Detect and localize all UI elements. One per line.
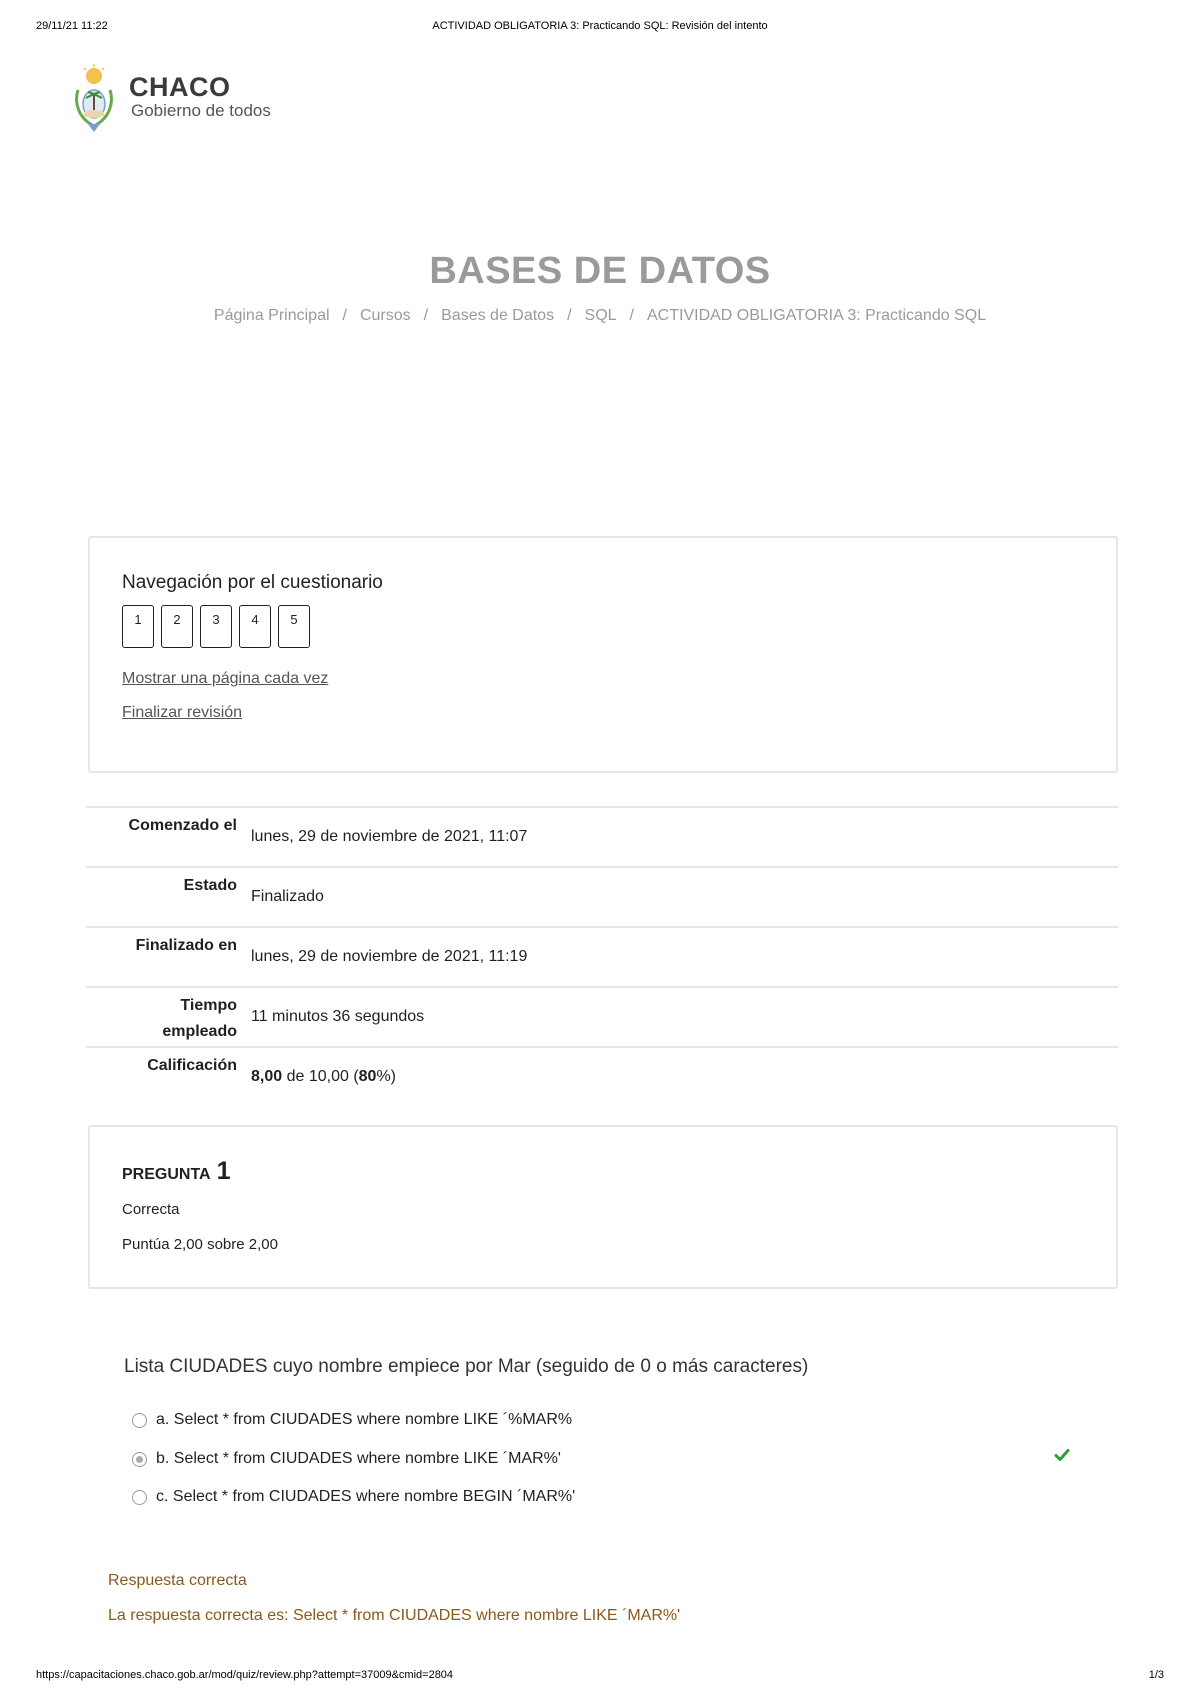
logo-tagline: Gobierno de todos: [131, 101, 271, 120]
time-value: 11 minutos 36 segundos: [251, 1008, 425, 1025]
summary-row-grade: [86, 1046, 1118, 1096]
grade-percent: 80: [358, 1068, 377, 1085]
breadcrumb-separator: /: [423, 307, 429, 324]
radio-button-selected[interactable]: [132, 1452, 147, 1467]
radio-button[interactable]: [132, 1413, 147, 1428]
question-info-block: [88, 1125, 1118, 1289]
answer-label: a. Select * from CIUDADES where nombre LIKE ´%MAR%: [156, 1411, 573, 1428]
answer-option-b[interactable]: [132, 1450, 561, 1468]
grade-percent-sign: %): [376, 1068, 396, 1085]
site-logo[interactable]: [70, 62, 330, 134]
question-state: Correcta: [122, 1201, 180, 1218]
radio-button[interactable]: [132, 1490, 147, 1505]
summary-row-started: [86, 806, 1118, 866]
question-nav-button-3[interactable]: 3: [200, 605, 232, 648]
started-value: lunes, 29 de noviembre de 2021, 11:07: [251, 828, 528, 845]
answer-label: b. Select * from CIUDADES where nombre LIKE ´MAR%': [156, 1450, 561, 1467]
quiz-navigation-block: [88, 536, 1118, 773]
breadcrumb-section[interactable]: SQL: [584, 307, 617, 324]
show-one-page-link[interactable]: Mostrar una página cada vez: [122, 670, 329, 687]
grade-score: 8,00: [251, 1068, 283, 1085]
feedback-title: Respuesta correcta: [108, 1572, 247, 1589]
summary-row-state: [86, 866, 1118, 926]
question-label: PREGUNTA: [122, 1166, 211, 1183]
state-label: Estado: [183, 877, 237, 894]
answer-option-c[interactable]: [132, 1488, 575, 1506]
breadcrumb-activity[interactable]: ACTIVIDAD OBLIGATORIA 3: Practicando SQL: [647, 307, 987, 324]
print-header: [36, 20, 1164, 38]
answer-label: c. Select * from CIUDADES where nombre BEGIN ´MAR%': [156, 1488, 576, 1505]
question-number: [122, 1157, 231, 1186]
logo-name: CHACO: [129, 72, 231, 102]
breadcrumb-separator: /: [629, 307, 634, 324]
attempt-summary-table: [86, 806, 1118, 1096]
time-label: [87, 993, 237, 1045]
print-date: 29/11/21 11:22: [36, 20, 108, 32]
finished-label: Finalizado en: [135, 937, 237, 954]
question-text: Lista CIUDADES cuyo nombre empiece por Mar (seguido de 0 o más caracteres): [124, 1356, 809, 1377]
question-nav-button-5[interactable]: 5: [278, 605, 310, 648]
time-label-line-1: Tiempo: [180, 997, 237, 1014]
breadcrumb: [0, 307, 1200, 325]
print-title: ACTIVIDAD OBLIGATORIA 3: Practicando SQL: Revisión del intento: [432, 20, 768, 32]
question-nav-button-2[interactable]: 2: [161, 605, 193, 648]
question-nav-button-4[interactable]: 4: [239, 605, 271, 648]
breadcrumb-separator: /: [567, 307, 572, 324]
breadcrumb-home[interactable]: Página Principal: [213, 307, 330, 324]
breadcrumb-separator: /: [342, 307, 347, 324]
breadcrumb-courses[interactable]: Cursos: [359, 307, 411, 324]
grade-label: Calificación: [147, 1057, 237, 1074]
answer-option-a[interactable]: [132, 1411, 572, 1429]
breadcrumb-course[interactable]: Bases de Datos: [441, 307, 555, 324]
grade-value: [251, 1068, 396, 1086]
question-nav-button-1[interactable]: 1: [122, 605, 154, 648]
quiz-navigation-heading: Navegación por el cuestionario: [122, 572, 383, 593]
finish-review-link[interactable]: Finalizar revisión: [122, 704, 243, 721]
check-icon: [1054, 1447, 1070, 1463]
print-page-number: 1/3: [1148, 1669, 1164, 1681]
print-url: https://capacitaciones.chaco.gob.ar/mod/quiz/review.php?attempt=37009&cmid=2804: [36, 1669, 454, 1681]
feedback-correct-answer: La respuesta correcta es: Select * from CIUDADES where nombre LIKE ´MAR%': [108, 1607, 681, 1624]
question-number-value: 1: [216, 1157, 231, 1185]
province-emblem-icon: [70, 62, 118, 134]
course-title: BASES DE DATOS: [429, 250, 771, 292]
print-footer: [36, 1669, 1164, 1687]
started-label: Comenzado el: [128, 817, 237, 834]
summary-row-time: [86, 986, 1118, 1046]
summary-row-finished: [86, 926, 1118, 986]
state-value: Finalizado: [251, 888, 324, 905]
grade-total: de 10,00 (: [282, 1068, 359, 1085]
time-label-line-2: empleado: [162, 1023, 237, 1040]
finished-value: lunes, 29 de noviembre de 2021, 11:19: [251, 948, 528, 965]
quiz-navigation-buttons: [122, 605, 310, 648]
question-grade: Puntúa 2,00 sobre 2,00: [122, 1236, 278, 1253]
